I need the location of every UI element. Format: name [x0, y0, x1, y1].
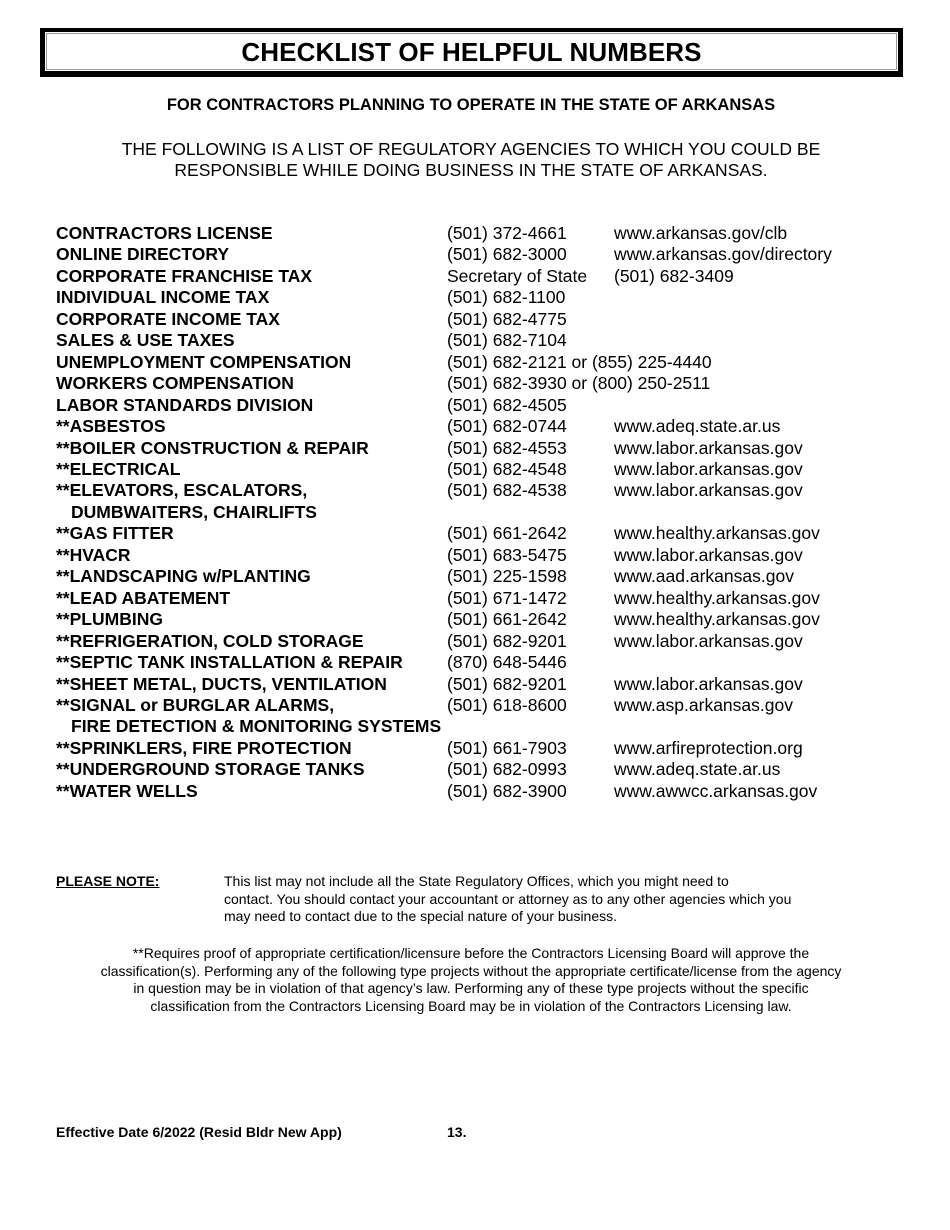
- agency-row: [56, 309, 916, 330]
- agency-row: [56, 459, 916, 480]
- agency-name: **WATER WELLS: [56, 780, 198, 801]
- note-label: PLEASE NOTE:: [56, 873, 160, 889]
- agency-name: **HVACR: [56, 544, 131, 565]
- agency-phone: (501) 225-1598: [447, 566, 567, 587]
- agency-name: **BOILER CONSTRUCTION & REPAIR: [56, 437, 369, 458]
- agency-name: ONLINE DIRECTORY: [56, 244, 230, 265]
- agency-url: www.labor.arkansas.gov: [614, 480, 803, 501]
- agency-url: www.healthy.arkansas.gov: [614, 609, 820, 630]
- agency-row: [56, 609, 916, 630]
- footnote-line: **Requires proof of appropriate certification/licensure before the Contractors Licensing Board will approve the: [132, 945, 810, 961]
- agency-row: [56, 545, 916, 566]
- agency-name-line2: FIRE DETECTION & MONITORING SYSTEMS: [71, 716, 442, 737]
- agency-url: www.labor.arkansas.gov: [614, 673, 803, 694]
- agency-row: [56, 781, 916, 802]
- agency-row: [56, 566, 916, 587]
- agency-name: **SHEET METAL, DUCTS, VENTILATION: [56, 673, 387, 694]
- agency-row: [56, 330, 916, 351]
- footnote-line: classification from the Contractors Licensing Board may be in violation of the Contractors Licensing law.: [150, 997, 792, 1014]
- agency-phone-secondary: (501) 682-3409: [614, 265, 734, 286]
- agency-phone: (501) 682-4505: [447, 394, 567, 415]
- agency-name: SALES & USE TAXES: [56, 330, 235, 351]
- agency-url: www.asp.arkansas.gov: [614, 694, 793, 715]
- agency-row: [56, 652, 916, 673]
- agency-phone: (501) 661-7903: [447, 737, 567, 758]
- agency-name: **LANDSCAPING w/PLANTING: [56, 566, 311, 587]
- agency-row: [56, 438, 916, 459]
- agency-row: [56, 738, 916, 759]
- agency-phone: (501) 661-2642: [447, 523, 567, 544]
- agency-name: CONTRACTORS LICENSE: [56, 223, 273, 243]
- agency-phone: (501) 682-4538: [447, 480, 567, 501]
- agency-phone: (501) 682-4775: [447, 308, 567, 329]
- agency-row: [56, 523, 916, 544]
- agency-row: [56, 416, 916, 437]
- agency-name: **ASBESTOS: [56, 416, 166, 437]
- footnote-line: in question may be in violation of that agency’s law. Performing any of these type projects without the specific: [133, 980, 809, 997]
- agency-phone: (501) 682-0744: [447, 416, 567, 437]
- agency-url: www.arkansas.gov/clb: [614, 223, 788, 243]
- footnote-line: classification(s). Performing any of the following type projects without the appropriate certificate/license from the agency: [100, 962, 842, 979]
- agency-url: www.labor.arkansas.gov: [614, 458, 803, 479]
- agency-url: www.aad.arkansas.gov: [614, 566, 794, 587]
- agency-name: WORKERS COMPENSATION: [56, 373, 294, 394]
- agency-name: **LEAD ABATEMENT: [56, 587, 231, 608]
- agency-url: www.arfireprotection.org: [614, 737, 803, 758]
- agency-name: **SEPTIC TANK INSTALLATION & REPAIR: [56, 652, 403, 673]
- intro-paragraph: [0, 139, 942, 180]
- agency-name: **SPRINKLERS, FIRE PROTECTION: [56, 737, 352, 758]
- agency-name: UNEMPLOYMENT COMPENSATION: [56, 351, 352, 372]
- agency-row: [56, 373, 916, 394]
- agency-phone: (870) 648-5446: [447, 652, 567, 673]
- subheading: FOR CONTRACTORS PLANNING TO OPERATE IN THE STATE OF ARKANSAS: [166, 96, 776, 114]
- agency-row: [56, 223, 916, 244]
- agency-phone: (501) 682-0993: [447, 759, 567, 780]
- agency-phone: (501) 682-7104: [447, 330, 567, 351]
- agency-name: **GAS FITTER: [56, 523, 174, 544]
- agency-phone: (501) 661-2642: [447, 609, 567, 630]
- agency-url: www.healthy.arkansas.gov: [614, 587, 820, 608]
- agency-phone: (501) 683-5475: [447, 544, 567, 565]
- agency-phone: (501) 682-3930 or (800) 250-2511: [447, 373, 711, 394]
- agency-row: [56, 266, 916, 287]
- agency-phone: (501) 682-4553: [447, 437, 567, 458]
- agency-name-line1: **SIGNAL or BURGLAR ALARMS,: [56, 694, 335, 715]
- agency-url: www.labor.arkansas.gov: [614, 544, 803, 565]
- intro-line: THE FOLLOWING IS A LIST OF REGULATORY AGENCIES TO WHICH YOU COULD BE: [121, 139, 821, 159]
- agency-phone: (501) 682-1100: [447, 287, 566, 308]
- agency-phone: (501) 682-9201: [447, 630, 567, 651]
- agency-url: www.labor.arkansas.gov: [614, 437, 803, 458]
- agency-name-line1: **ELEVATORS, ESCALATORS,: [56, 480, 308, 501]
- agency-phone: (501) 682-2121 or (855) 225-4440: [447, 351, 712, 372]
- agency-row: [56, 352, 916, 373]
- agency-phone: (501) 682-4548: [447, 458, 567, 479]
- footnote: [40, 945, 902, 1015]
- agency-url: www.arkansas.gov/directory: [614, 244, 832, 265]
- agency-row: [56, 588, 916, 609]
- agency-phone: (501) 682-3900: [447, 780, 567, 801]
- agency-row: [56, 395, 916, 416]
- agency-name: [56, 695, 441, 738]
- note-line: This list may not include all the State Regulatory Offices, which you might need to: [224, 873, 729, 889]
- agency-row: [56, 244, 916, 265]
- agency-phone: (501) 618-8600: [447, 694, 567, 715]
- note-line: contact. You should contact your accountant or attorney as to any other agencies which you: [224, 890, 792, 907]
- agency-name: **ELECTRICAL: [56, 458, 181, 479]
- title-inner-frame: [46, 33, 897, 70]
- agency-phone: (501) 671-1472: [447, 587, 567, 608]
- agency-row: [56, 759, 916, 780]
- agency-name: CORPORATE FRANCHISE TAX: [56, 265, 313, 286]
- page-title: CHECKLIST OF HELPFUL NUMBERS: [241, 37, 702, 67]
- agency-name: INDIVIDUAL INCOME TAX: [56, 287, 270, 308]
- agency-url: www.adeq.state.ar.us: [614, 416, 781, 437]
- agency-name: CORPORATE INCOME TAX: [56, 308, 280, 329]
- agency-row: [56, 631, 916, 652]
- effective-date: Effective Date 6/2022 (Resid Bldr New App): [56, 1124, 342, 1140]
- agency-row: [56, 287, 916, 308]
- agency-row: [56, 674, 916, 695]
- agency-name-line2: DUMBWAITERS, CHAIRLIFTS: [71, 501, 317, 522]
- agency-url: www.healthy.arkansas.gov: [614, 523, 820, 544]
- note-text: [224, 873, 874, 926]
- agency-name: **UNDERGROUND STORAGE TANKS: [56, 759, 365, 780]
- agency-url: www.adeq.state.ar.us: [614, 759, 781, 780]
- agency-row: [56, 480, 916, 523]
- agency-name: LABOR STANDARDS DIVISION: [56, 394, 314, 415]
- page-number: 13.: [447, 1124, 467, 1140]
- agency-list: [56, 223, 916, 802]
- agency-name: **REFRIGERATION, COLD STORAGE: [56, 630, 364, 651]
- agency-url: www.labor.arkansas.gov: [614, 630, 803, 651]
- agency-phone: (501) 372-4661: [447, 223, 567, 243]
- agency-phone: (501) 682-9201: [447, 673, 567, 694]
- agency-name: **PLUMBING: [56, 609, 163, 630]
- agency-phone: (501) 682-3000: [447, 244, 567, 265]
- agency-row: [56, 695, 916, 738]
- agency-name: [56, 480, 317, 523]
- note-line: may need to contact due to the special nature of your business.: [224, 908, 618, 924]
- agency-phone: Secretary of State: [447, 265, 588, 286]
- title-box: [40, 28, 903, 77]
- agency-url: www.awwcc.arkansas.gov: [614, 780, 818, 801]
- intro-line: RESPONSIBLE WHILE DOING BUSINESS IN THE STATE OF ARKANSAS.: [174, 159, 768, 180]
